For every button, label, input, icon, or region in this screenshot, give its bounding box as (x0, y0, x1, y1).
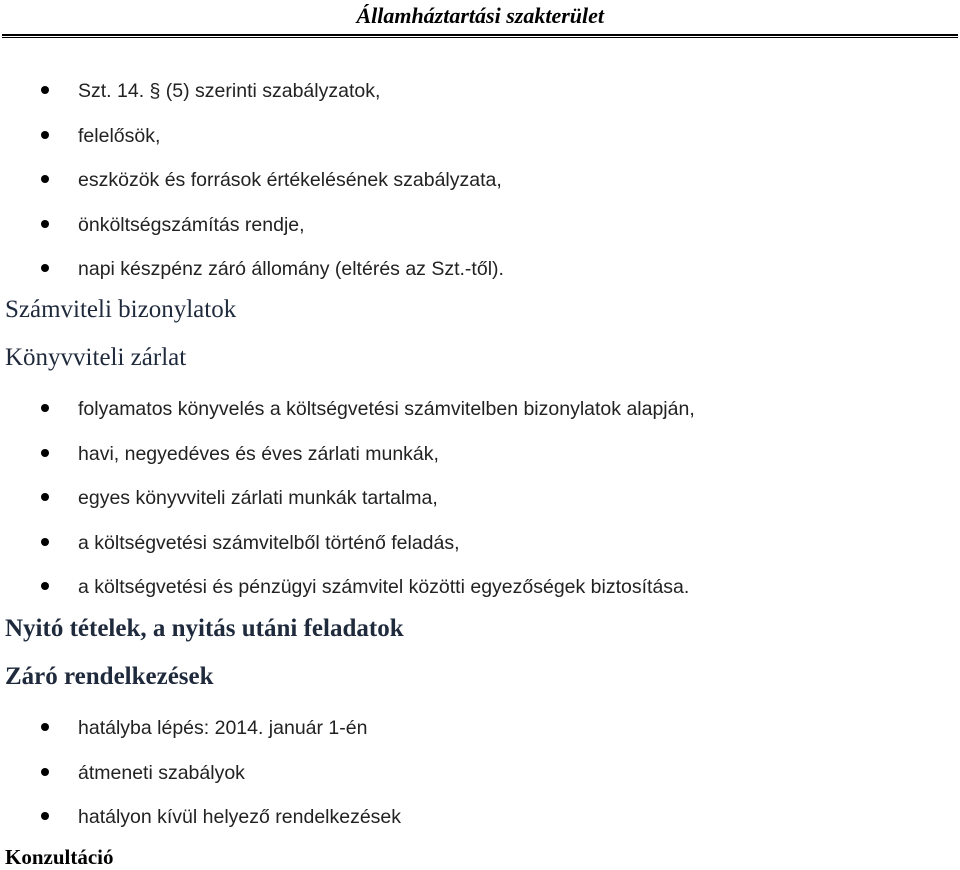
list-item-text: önköltségszámítás rendje, (78, 213, 305, 236)
final-provisions-list (0, 717, 401, 851)
heading-zaro-rendelkezesek: Záró rendelkezések (5, 663, 214, 690)
bullet-icon (41, 582, 49, 590)
heading-konzultacio: Konzultáció (5, 845, 114, 869)
list-item (0, 487, 695, 532)
list-item (0, 169, 504, 214)
list-item (0, 717, 401, 762)
heading-szamviteli-bizonylatok: Számviteli bizonylatok (5, 296, 237, 323)
bullet-icon (41, 404, 49, 412)
bullet-icon (41, 723, 49, 731)
policy-list (0, 80, 504, 303)
list-item-text: Szt. 14. § (5) szerinti szabályzatok, (78, 80, 381, 102)
list-item (0, 806, 401, 851)
bullet-icon (41, 812, 49, 820)
list-item (0, 443, 695, 488)
bullet-icon (41, 131, 49, 139)
bullet-icon (41, 493, 49, 501)
page-header: Államháztartási szakterület (356, 3, 604, 28)
list-item-text: folyamatos könyvelés a költségvetési számvitelben bizonylatok alapján, (78, 398, 695, 420)
list-item (0, 125, 504, 170)
list-item (0, 80, 504, 125)
bullet-icon (41, 175, 49, 183)
bullet-icon (41, 264, 49, 272)
list-item (0, 398, 695, 443)
list-item-text: felelősök, (78, 124, 161, 147)
heading-konyvviteli-zarlat: Könyvviteli zárlat (5, 344, 187, 371)
list-item (0, 762, 401, 807)
list-item-text: napi készpénz záró állomány (eltérés az Szt.-től). (78, 258, 504, 280)
list-item-text: a költségvetési számvitelből történő feladás, (78, 531, 460, 554)
bullet-icon (41, 86, 49, 94)
list-item-text: hatályba lépés: 2014. január 1-én (78, 717, 368, 739)
closing-list (0, 398, 695, 621)
bullet-icon (41, 768, 49, 776)
list-item-text: egyes könyvviteli zárlati munkák tartalma, (78, 487, 438, 509)
list-item-text: hatályon kívül helyező rendelkezések (78, 806, 402, 828)
list-item-text: eszközök és források értékelésének szabályzata, (78, 169, 502, 191)
list-item-text: átmeneti szabályok (78, 761, 245, 784)
list-item (0, 576, 695, 621)
list-item (0, 532, 695, 577)
bullet-icon (41, 538, 49, 546)
list-item (0, 214, 504, 259)
list-item-text: havi, negyedéves és éves zárlati munkák, (78, 442, 439, 465)
heading-nyito-tetelek: Nyitó tételek, a nyitás utáni feladatok (5, 615, 404, 642)
bullet-icon (41, 220, 49, 228)
bullet-icon (41, 449, 49, 457)
header-rule (2, 34, 958, 36)
list-item-text: a költségvetési és pénzügyi számvitel közötti egyezőségek biztosítása. (78, 576, 690, 598)
header-rule-thin (2, 37, 958, 38)
